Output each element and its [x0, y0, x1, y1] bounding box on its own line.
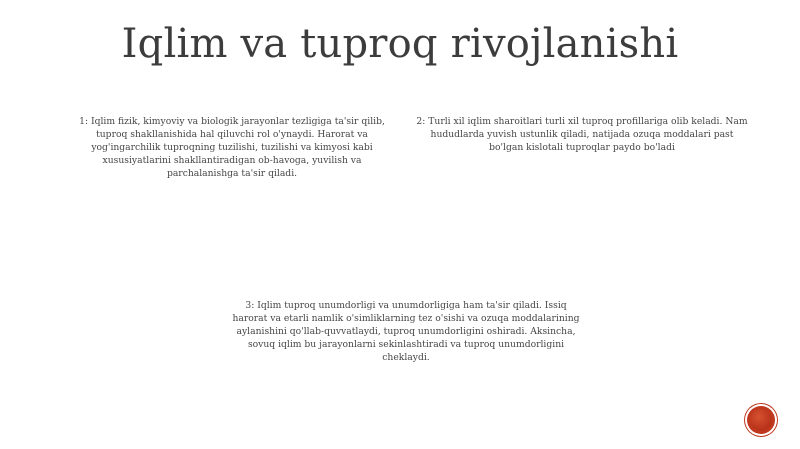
paragraph-3: 3: Iqlim tuproq unumdorligi va unumdorligiga ham ta'sir qiladi. Issiq harorat va etarli namlik o'simliklarning tez o'sishi va ozuqa moddalarining aylanishini qo'llab-quvvatlaydi, tuproq unumdorligini oshiradi. Aksincha, sovuq iqlim bu jarayonlarni sekinlashtiradi va tuproq unumdorligini cheklaydi. — [232, 300, 580, 363]
slide-title: Iqlim va tuproq rivojlanishi — [121, 21, 679, 67]
paragraph-2: 2: Turli xil iqlim sharoitlari turli xil tuproq profillariga olib keladi. Nam hududlarda yuvish ustunlik qiladi, natijada ozuqa moddalari past bo'lgan kislotali tuproqlar paydo bo'ladi — [416, 116, 748, 153]
next-slide-button[interactable] — [747, 406, 775, 434]
paragraph-1: 1: Iqlim fizik, kimyoviy va biologik jarayonlar tezligiga ta'sir qilib, tuproq shakllanishida hal qiluvchi rol o'ynaydi. Harorat va yog'ingarchilik tuproqning tuzilishi, tuzilishi va kimyosi kabi xususiyatlarini shakllantiradigan ob-havoga, yuvilish va parchalanishga ta'sir qiladi. — [79, 116, 385, 179]
